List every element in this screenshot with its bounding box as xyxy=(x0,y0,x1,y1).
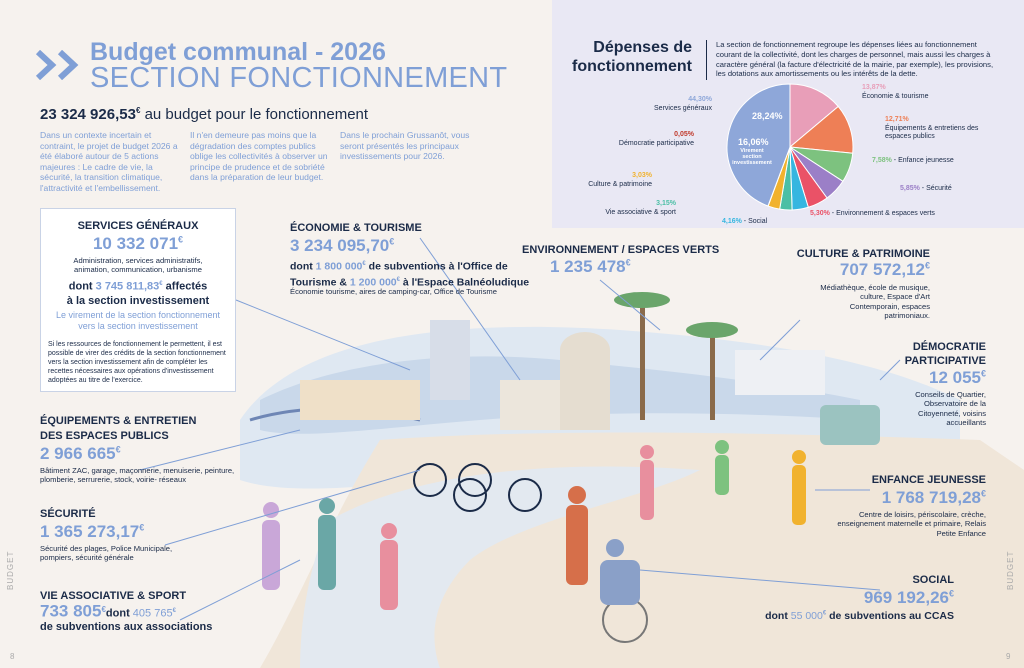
page-number-right: 9 xyxy=(1006,652,1012,661)
side-label-left: BUDGET xyxy=(6,550,15,590)
pie-label-culture: 3,03% Culture & patrimoine xyxy=(588,172,652,188)
culture-title: CULTURE & PATRIMOINE xyxy=(796,248,930,260)
intro-paragraph-3: Dans le prochain Grussanôt, vous seront présentés les principaux investissements pour 2026. xyxy=(340,130,470,162)
social-dont: dont 55 000€ de subventions au CCAS xyxy=(765,610,954,622)
pie-inner-label-1: 28,24% xyxy=(752,111,783,121)
economie-amount: 3 234 095,70€ xyxy=(290,236,395,255)
services-generaux-amount: 10 332 071€ xyxy=(92,234,184,253)
environnement-amount: 1 235 478€ xyxy=(550,257,631,276)
services-generaux-note: Si les ressources de fonctionnement le permettent, il est possible de virer des crédits de la section fonctionnement vers la section investissement afin de compléter les recettes nécessaires aux opérations d'investissement adoptées au titre de l'exercice. xyxy=(48,341,226,384)
intro-paragraph-2: Il n'en demeure pas moins que la dégradation des comptes publics oblige les collectivités à observer un principe de prudence et de sobriété dans la préparation de leur budget. xyxy=(190,130,328,183)
vie-associative-title: VIE ASSOCIATIVE & SPORT xyxy=(40,590,187,602)
economie-title: ÉCONOMIE & TOURISME xyxy=(290,222,422,234)
enfance-title: ENFANCE JEUNESSE xyxy=(871,474,986,486)
chart-title: Dépenses de fonctionnement xyxy=(572,39,692,75)
total-text: au budget pour le fonctionnement xyxy=(144,106,369,123)
chevron-double-icon xyxy=(36,50,82,80)
equipements-amount: 2 966 665€ xyxy=(40,444,121,463)
enfance-desc: Centre de loisirs, périscolaire, crèche, enseignement maternelle et primaire, Relais Petite Enfance xyxy=(837,510,986,538)
pie-chart xyxy=(725,82,855,212)
pie-label-services-generaux: 44,30% Services généraux xyxy=(654,96,712,112)
intro-paragraph-1: Dans un contexte incertain et contraint, le projet de budget 2026 a été élaboré autour de 5 actions majeures : Le cadre de vie, la sécurité, la transition climatique, l'attractivité et l'embellissement. xyxy=(40,130,178,193)
economie-desc: Économie tourisme, aires de camping-car, Office de Tourisme xyxy=(290,287,497,296)
pie-label-economie: 13,87% Économie & tourisme xyxy=(862,84,929,100)
social-title: SOCIAL xyxy=(912,574,954,586)
pie-label-democratie: 0,05% Démocratie participative xyxy=(618,131,694,147)
economie-dont: dont 1 800 000€ de subventions à l'Office de Tourisme & 1 200 000€ à l'Espace Balnéoludique xyxy=(290,260,530,288)
securite-amount: 1 365 273,17€ xyxy=(40,522,145,541)
services-generaux-virement: Le virement de la section fonctionnement vers la section investissement xyxy=(55,310,221,331)
services-generaux-dont: dont 3 745 811,83€ affectés à la section investissement xyxy=(66,280,210,307)
social-amount: 969 192,26€ xyxy=(863,588,954,607)
equipements-desc: Bâtiment ZAC, garage, maçonnerie, menuiserie, peinture, plomberie, serrurerie, stock, voirie- réseaux xyxy=(40,466,235,485)
page-number-left: 8 xyxy=(10,652,16,661)
democratie-amount: 12 055€ xyxy=(928,368,986,387)
pie-label-vie-associative: 3,15% Vie associative & sport xyxy=(605,200,676,216)
pie-label-enfance: 7,58% - Enfance jeunesse xyxy=(872,157,954,164)
page-subtitle: SECTION FONCTIONNEMENT xyxy=(90,62,508,94)
pie-inner-label-3: Virement section investissement xyxy=(732,148,772,167)
securite-desc: Sécurité des plages, Police Municipale, pompiers, sécurité générale xyxy=(40,544,173,563)
page-title: Budget communal - 2026 xyxy=(90,38,386,66)
vie-associative-amount: 733 805€dont 405 765€ de subventions aux associations xyxy=(40,601,213,633)
chart-separator xyxy=(706,40,707,80)
services-generaux-desc: Administration, services administratifs, animation, communication, urbanisme xyxy=(73,256,203,275)
democratie-title: DÉMOCRATIE PARTICIPATIVE xyxy=(904,341,986,367)
pie-label-securite: 5,85% - Sécurité xyxy=(900,185,952,192)
side-label-right: BUDGET xyxy=(1006,550,1015,590)
equipements-title: ÉQUIPEMENTS & ENTRETIEN DES ESPACES PUBLICS xyxy=(40,415,197,442)
services-generaux-title: SERVICES GÉNÉRAUX xyxy=(77,220,199,232)
chart-description: La section de fonctionnement regroupe les dépenses liées au fonctionnement courant de la collectivité, dont les charges de personnel, mais aussi les charges à caractère général (la facture d'électricité de la mairie, par exemple), les provisions, les dotations aux amortissements ou les intérêts de la dette. xyxy=(716,40,994,79)
culture-amount: 707 572,12€ xyxy=(839,260,930,279)
culture-desc: Médiathèque, école de musique, culture, Espace d'Art Contemporain, espaces patrimoniaux. xyxy=(820,283,930,321)
pie-label-environnement: 5,30% - Environnement & espaces verts xyxy=(810,210,935,217)
pie-label-equipements: 12,71% Équipements & entretiens des espaces publics xyxy=(885,116,979,141)
total-currency: € xyxy=(135,106,141,115)
total-amount: 23 324 926,53 xyxy=(40,106,136,123)
environnement-title: ENVIRONNEMENT / ESPACES VERTS xyxy=(522,244,720,256)
pie-inner-label-2: 16,06% xyxy=(738,137,769,147)
pie-label-social: 4,16% - Social xyxy=(722,218,768,225)
democratie-desc: Conseils de Quartier, Observatoire de la Citoyenneté, voisins accueillants xyxy=(915,390,986,428)
total-budget-line xyxy=(40,106,368,123)
securite-title: SÉCURITÉ xyxy=(40,508,96,520)
enfance-amount: 1 768 719,28€ xyxy=(881,488,986,507)
